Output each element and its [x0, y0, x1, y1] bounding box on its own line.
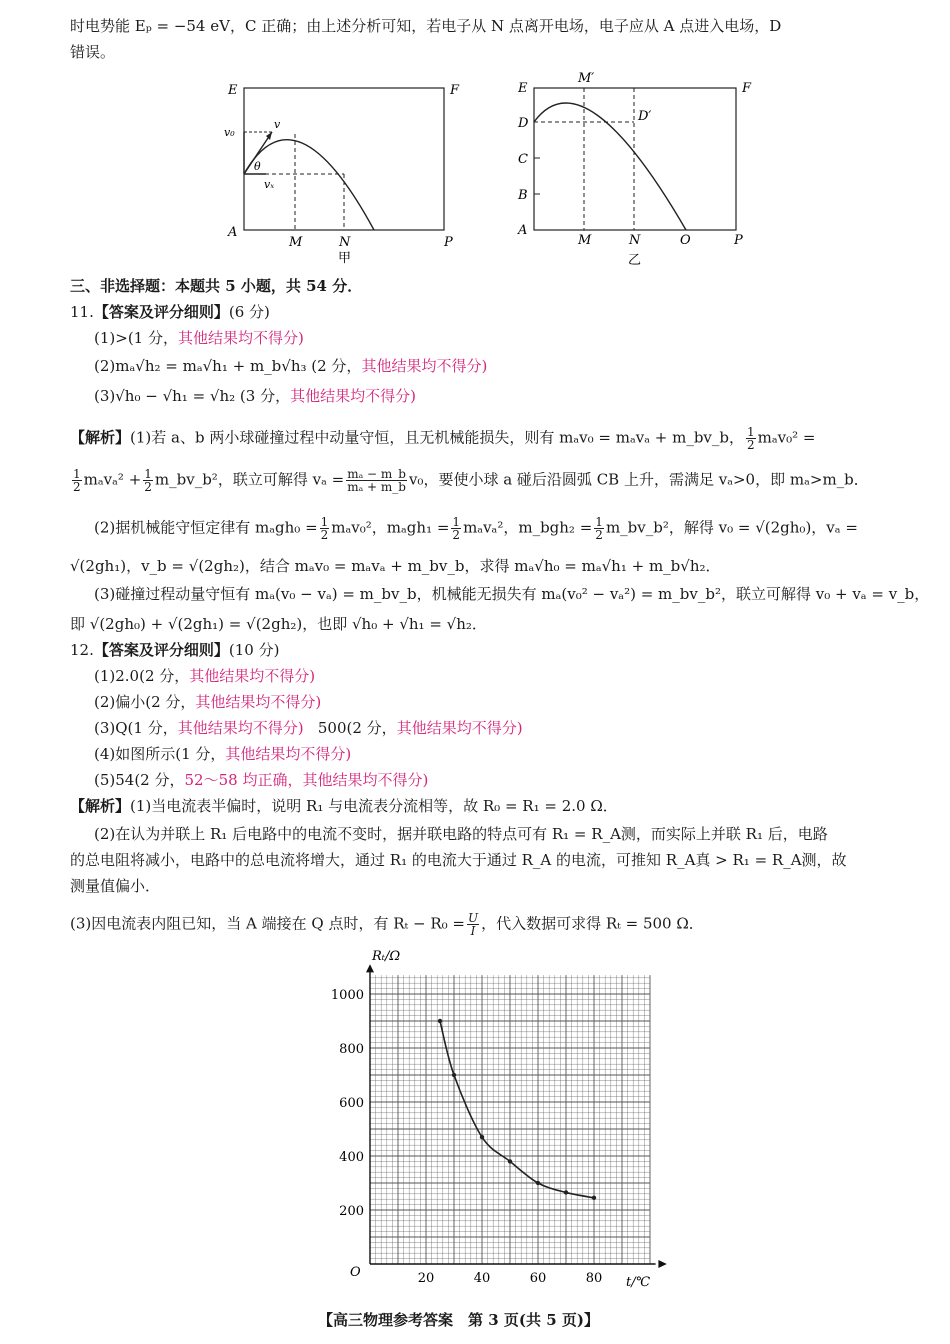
q11-j1: (1)若 a、b 两小球碰撞过程中动量守恒，且无机械能损失，则有 mₐv₀ = mₐvₐ + m_bv_b，	[130, 428, 744, 447]
y-tick-label: 1000	[330, 988, 364, 1003]
fraction-half: $\frac{1}{2}$	[595, 515, 603, 542]
data-point	[592, 1196, 596, 1200]
label-E-yi: E	[518, 81, 528, 96]
q11-j3: (2)据机械能守恒定律有 mₐgh₀ =	[94, 518, 318, 537]
label-v0: v₀	[224, 126, 235, 139]
chart-origin-label: O	[350, 1265, 361, 1280]
q12-a4-note: 其他结果均不得分)	[225, 745, 352, 763]
label-v: v	[274, 118, 281, 131]
q12-answer-4	[94, 744, 351, 764]
y-tick-label: 400	[339, 1150, 364, 1165]
fraction-half: $\frac{1}{2}$	[452, 515, 461, 542]
q12-score: (10 分)	[228, 641, 280, 659]
q11-header	[70, 302, 270, 322]
data-point	[508, 1159, 512, 1163]
text-line-top-2: 错误。	[70, 43, 116, 61]
label-D-yi: D	[518, 116, 529, 131]
figure-yi	[510, 68, 770, 270]
fraction-half: $\frac{1}{2}$	[320, 515, 329, 542]
label-A-yi: A	[518, 223, 528, 238]
q11-score: (6 分)	[228, 303, 270, 321]
series-line	[440, 1021, 594, 1198]
chart-y-label: Rₜ/Ω	[372, 949, 401, 964]
q12-a5: (5)54(2 分，	[94, 771, 185, 789]
q11-answer-2	[94, 356, 487, 376]
q12-answer-3	[94, 718, 523, 738]
q12-answer-1	[94, 666, 315, 686]
q11-answer-3	[94, 386, 416, 406]
data-point	[438, 1019, 442, 1023]
y-axis-arrow	[366, 964, 374, 972]
fraction-u-over-i: $\frac{U}{I}$	[467, 911, 479, 938]
label-C-yi: C	[518, 152, 528, 167]
section-heading: 三、非选择题：本题共 5 小题，共 54 分．	[70, 277, 363, 295]
resistance-temperature-chart	[320, 944, 670, 1294]
q12-head: 【答案及评分细则】	[93, 641, 229, 659]
label-B-yi: B	[518, 188, 528, 203]
q11-j2: mₐvₐ² +	[83, 470, 142, 489]
q12-a1-note: 其他结果均不得分)	[189, 667, 316, 685]
caption-yi: 乙	[628, 253, 642, 268]
q11-j2b: m_bv_b²，联立可解得 vₐ =	[154, 470, 345, 489]
text-line-top-1: 时电势能 Eₚ = −54 eV，C 正确；由上述分析可知，若电子从 N 点离开电场，电子应从 A 点进入电场，D	[70, 17, 782, 35]
data-point	[564, 1190, 568, 1194]
chart-ticks	[331, 988, 602, 1286]
q11-jiexi-2	[70, 468, 869, 493]
q12-j5b: ，代入数据可求得 Rₜ = 500 Ω．	[481, 914, 704, 933]
q12-jiexi-4: 测量值偏小．	[70, 877, 161, 895]
q12-number: 12.	[70, 641, 94, 659]
q11-jiexi-head: 【解析】	[70, 428, 131, 447]
x-tick-label: 60	[529, 1271, 547, 1286]
q12-a1: (1)2.0(2 分，	[94, 667, 190, 685]
q12-header	[70, 640, 279, 660]
chart-series	[438, 1019, 596, 1200]
x-tick-label: 80	[585, 1271, 603, 1286]
q11-jiexi-1	[70, 426, 816, 451]
q12-a2: (2)偏小(2 分，	[94, 693, 196, 711]
q12-j5: (3)因电流表内阻已知，当 A 端接在 Q 点时，有 Rₜ − R₀ =	[70, 914, 465, 933]
q11-jiexi-4: √(2gh₁)，v_b = √(2gh₂)，结合 mₐv₀ = mₐvₐ + m_bv_b，求得 mₐ√h₀ = mₐ√h₁ + m_b√h₂．	[70, 557, 721, 575]
fraction-half: $\frac{1}{2}$	[747, 425, 755, 452]
x-axis-arrow	[658, 1260, 666, 1268]
chart-x-label: t/℃	[626, 1275, 651, 1290]
label-Dprime: D′	[638, 109, 652, 124]
q11-a2: (2)mₐ√h₂ = mₐ√h₁ + m_b√h₃ (2 分，	[94, 357, 362, 375]
data-point	[536, 1181, 540, 1185]
label-M-jia: M	[289, 235, 303, 250]
q12-jiexi-head: 【解析】	[70, 797, 131, 815]
q12-answer-2	[94, 692, 321, 712]
q12-a2-note: 其他结果均不得分)	[195, 693, 322, 711]
label-N-jia: N	[339, 235, 351, 250]
q12-a3: (3)Q(1 分，	[94, 719, 178, 737]
q12-j1: (1)当电流表半偏时，说明 R₁ 与电流表分流相等，故 R₀ = R₁ = 2.0 Ω．	[130, 797, 618, 815]
label-F-yi: F	[742, 81, 752, 96]
q11-a1-note: 其他结果均不得分)	[177, 329, 304, 347]
q11-number: 11.	[70, 303, 94, 321]
fraction-half: $\frac{1}{2}$	[73, 467, 81, 494]
q12-answer-5	[94, 770, 428, 790]
q11-jiexi-3	[94, 516, 858, 541]
label-P-yi: P	[734, 233, 743, 248]
fraction-half: $\frac{1}{2}$	[144, 467, 152, 494]
fraction-mass: $\frac{\text{mₐ − m\_b}}{\text{mₐ + m\_b}}$	[347, 467, 406, 494]
q11-jiexi-6: 即 √(2gh₀) + √(2gh₁) = √(2gh₂)，也即 √h₀ + √h₁ = √h₂．	[70, 615, 487, 633]
label-Mprime: M′	[578, 71, 595, 86]
caption-jia: 甲	[338, 251, 352, 266]
q11-a1: (1)>(1 分，	[94, 329, 178, 347]
y-tick-label: 600	[339, 1096, 364, 1111]
data-point	[480, 1135, 484, 1139]
q12-jiexi-1	[70, 796, 618, 816]
q12-a4: (4)如图所示(1 分，	[94, 745, 226, 763]
data-point	[452, 1073, 456, 1077]
q11-j1-eq: mₐv₀² =	[757, 428, 816, 447]
q11-j3d: m_bv_b²，解得 v₀ = √(2gh₀)，vₐ =	[605, 518, 858, 537]
label-N-yi: N	[629, 233, 641, 248]
q12-a3b-note: 其他结果均不得分)	[396, 719, 523, 737]
y-tick-label: 800	[339, 1042, 364, 1057]
label-vx: vₓ	[264, 178, 275, 191]
q11-jiexi-5: (3)碰撞过程动量守恒有 mₐ(v₀ − vₐ) = m_bv_b，机械能无损失有 mₐ(v₀² − vₐ²) = m_bv_b²，联立可解得 v₀ + vₐ = v_b，	[94, 585, 930, 603]
label-theta: θ	[254, 160, 261, 173]
q12-a3-note: 其他结果均不得分)	[177, 719, 304, 737]
q11-a2-note: 其他结果均不得分)	[361, 357, 488, 375]
chart-grid	[370, 975, 650, 1264]
label-M-yi: M	[578, 233, 592, 248]
q12-a3b: 500(2 分，	[317, 719, 397, 737]
x-tick-label: 20	[417, 1271, 435, 1286]
q11-a3: (3)√h₀ − √h₁ = √h₂ (3 分，	[94, 387, 291, 405]
q11-answer-1	[94, 328, 304, 348]
y-tick-label: 200	[339, 1204, 364, 1219]
label-O-yi: O	[680, 233, 691, 248]
label-P-jia: P	[444, 235, 453, 250]
figure-jia	[220, 74, 470, 269]
q11-head: 【答案及评分细则】	[93, 303, 229, 321]
label-E-jia: E	[228, 83, 238, 98]
q11-j3c: mₐvₐ²，m_bgh₂ =	[463, 518, 593, 537]
x-tick-label: 40	[473, 1271, 491, 1286]
label-A-jia: A	[228, 225, 238, 240]
page-footer: 【高三物理参考答案 第 3 页(共 5 页)】	[318, 1311, 599, 1329]
q11-a3-note: 其他结果均不得分)	[290, 387, 416, 405]
label-F-jia: F	[450, 83, 460, 98]
q12-jiexi-5	[70, 912, 704, 937]
q12-jiexi-2: (2)在认为并联上 R₁ 后电路中的电流不变时，据并联电路的特点可有 R₁ = R_A测，而实际上并联 R₁ 后，电路	[94, 825, 828, 843]
q11-j3b: mₐv₀²，mₐgh₁ =	[331, 518, 450, 537]
q11-j2c: v₀，要使小球 a 碰后沿圆弧 CB 上升，需满足 vₐ>0，即 mₐ>m_b．	[408, 470, 869, 489]
q12-a5-note: 52～58 均正确，其他结果均不得分)	[184, 771, 429, 789]
q12-jiexi-3: 的总电阻将减小，电路中的总电流将增大，通过 R₁ 的电流大于通过 R_A 的电流，可推知 R_A真 > R₁ = R_A测，故	[70, 851, 847, 869]
